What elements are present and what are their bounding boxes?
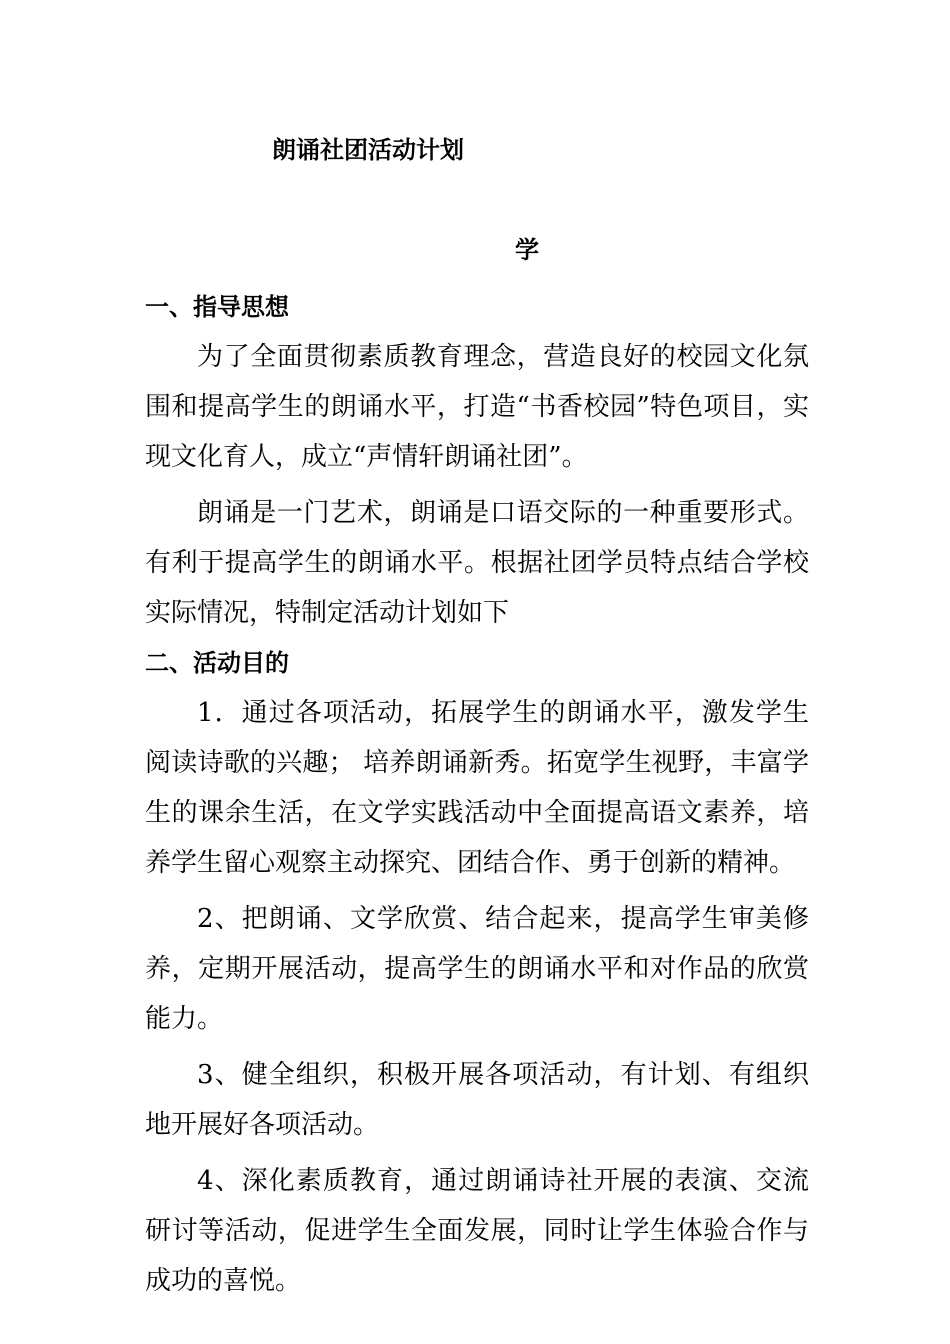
document-title: 朗诵社团活动计划	[272, 136, 464, 164]
paragraph: 2、把朗诵、文学欣赏、结合起来，提高学生审美修养，定期开展活动，提高学生的朗诵水平和对作品的欣赏能力。	[145, 904, 809, 1034]
paragraph: 3、健全组织，积极开展各项活动，有计划、有组织地开展好各项活动。	[145, 1060, 809, 1140]
paragraph: 4、深化素质教育，通过朗诵诗社开展的表演、交流研讨等活动，促进学生全面发展，同时让学生体验合作与成功的喜悦。	[145, 1166, 809, 1296]
section-heading-guiding-thought: 一、指导思想	[145, 293, 289, 321]
document-subtitle: 学	[515, 236, 539, 264]
section-heading-activity-purpose: 二、活动目的	[145, 649, 289, 677]
paragraph: 朗诵是一门艺术，朗诵是口语交际的一种重要形式。有利于提高学生的朗诵水平。根据社团学员特点结合学校实际情况，特制定活动计划如下	[145, 498, 809, 628]
paragraph: 1．通过各项活动，拓展学生的朗诵水平，激发学生阅读诗歌的兴趣； 培养朗诵新秀。拓宽学生视野，丰富学生的课余生活，在文学实践活动中全面提高语文素养，培养学生留心观察主动探究、团结合作、勇于创新的精神。	[145, 698, 809, 878]
document-body	[145, 282, 809, 1306]
paragraph: 为了全面贯彻素质教育理念，营造良好的校园文化氛围和提高学生的朗诵水平，打造“书香校园”特色项目，实现文化育人，成立“声情轩朗诵社团”。	[145, 342, 809, 472]
